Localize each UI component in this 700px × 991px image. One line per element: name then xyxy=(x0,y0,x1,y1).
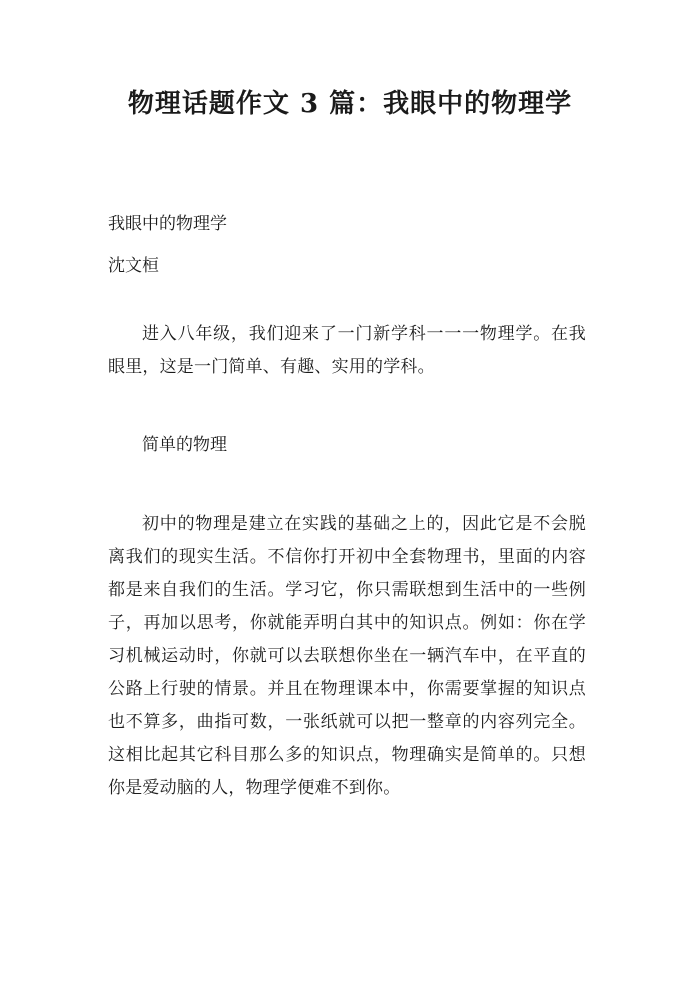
author-name: 沈文桓 xyxy=(108,256,159,276)
intro-paragraph: 进入八年级，我们迎来了一门新学科一一一物理学。在我眼里，这是一门简单、有趣、实用的学科。 xyxy=(108,324,586,377)
essay-subtitle: 我眼中的物理学 xyxy=(108,214,227,234)
document-title: 物理话题作文 3 篇：我眼中的物理学 xyxy=(127,89,573,119)
section-heading: 简单的物理 xyxy=(142,435,227,455)
body-paragraph: 初中的物理是建立在实践的基础之上的，因此它是不会脱离我们的现实生活。不信你打开初中全套物理书，里面的内容都是来自我们的生活。学习它，你只需联想到生活中的一些例子，再加以思考，你就能弄明白其中的知识点。例如：你在学习机械运动时，你就可以去联想你坐在一辆汽车中，在平直的公路上行驶的情景。并且在物理课本中，你需要掌握的知识点也不算多，曲指可数，一张纸就可以把一整章的内容列完全。这相比起其它科目那么多的知识点，物理确实是简单的。只想你是爱动脑的人，物理学便难不到你。 xyxy=(108,514,586,798)
